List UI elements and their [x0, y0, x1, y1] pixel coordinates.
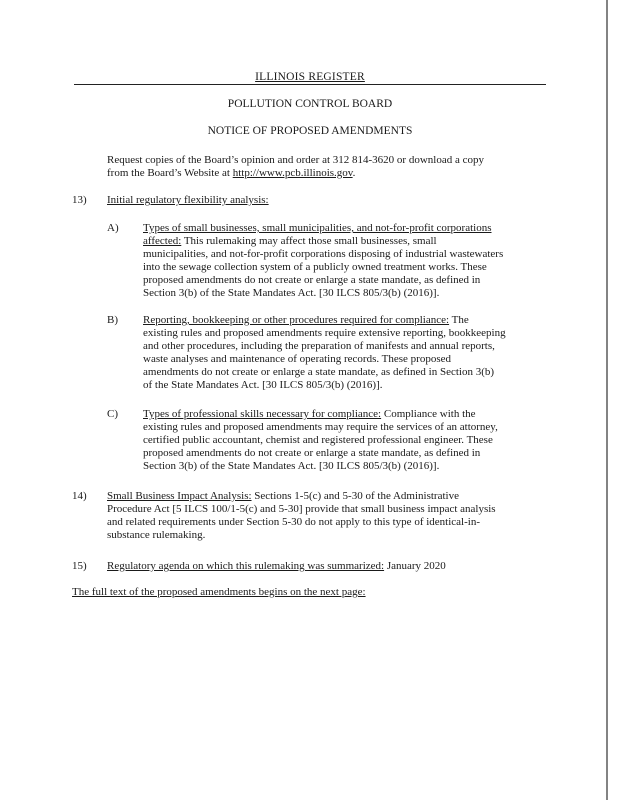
notice-title: NOTICE OF PROPOSED AMENDMENTS [207, 125, 413, 137]
item-13a-line-2 [143, 235, 503, 248]
item-13b-line-3: and other procedures, including the preparation of manifests and annual reports, [143, 340, 495, 352]
item-13c-line-1 [143, 408, 498, 421]
item-13c-line-1-rest: Compliance with the [381, 408, 476, 420]
full-text-notice: The full text of the proposed amendments begins on the next page: [72, 586, 366, 598]
item-15-rest: January 2020 [384, 560, 446, 572]
register-title: ILLINOIS REGISTER [255, 71, 365, 83]
item-13b-line-5: amendments do not create or enlarge a state mandate, as defined in Section 3(b) [143, 366, 495, 378]
item-13b-paragraph [143, 314, 506, 392]
request-line-1: Request copies of the Board’s opinion and order at 312 814-3620 or download a copy [107, 154, 484, 166]
item-13c-paragraph [143, 408, 498, 473]
item-13b-title: Reporting, bookkeeping or other procedures required for compliance: [143, 314, 450, 326]
item-14-line-3: and related requirements under Section 5-30 do not apply to this type of identical-in- [107, 516, 480, 528]
item-13b-line-4: waste analyses and maintenance of operating records. These proposed [143, 353, 451, 365]
item-13b-line-6: of the State Mandates Act. [30 ILCS 805/3(b) (2016)]. [143, 379, 383, 391]
item-13b-label: B) [107, 314, 118, 326]
item-14-number: 14) [72, 490, 87, 502]
item-13-number: 13) [72, 194, 87, 206]
item-13c-line-4: proposed amendments do not create or enlarge a state mandate, as defined in [143, 447, 481, 459]
board-website-link[interactable]: http://www.pcb.illinois.gov [232, 167, 353, 179]
request-line-2-suffix: . [352, 167, 356, 179]
item-13a-line-6: Section 3(b) of the State Mandates Act. [30 ILCS 805/3(b) (2016)]. [143, 287, 440, 299]
item-13c-line-5: Section 3(b) of the State Mandates Act. [30 ILCS 805/3(b) (2016)]. [143, 460, 440, 472]
item-13a-line-5: proposed amendments do not create or enlarge a state mandate, as defined in [143, 274, 481, 286]
item-13a-line-2-rest: This rulemaking may affect those small businesses, small [181, 235, 437, 247]
item-14-line-4: substance rulemaking. [107, 529, 206, 541]
item-13-heading: Initial regulatory flexibility analysis: [107, 194, 269, 206]
item-13b-line-1-rest: The [449, 314, 469, 326]
item-13a-title-line-1: Types of small businesses, small municipalities, and not-for-profit corporations [143, 222, 492, 234]
item-13c-line-2: existing rules and proposed amendments may require the services of an attorney, [143, 421, 498, 433]
board-title: POLLUTION CONTROL BOARD [227, 98, 393, 110]
item-14-paragraph [107, 490, 496, 542]
item-15-title: Regulatory agenda on which this rulemaking was summarized: [107, 560, 385, 572]
request-line-2-prefix: from the Board’s Website at [107, 167, 233, 179]
item-13b-line-1 [143, 314, 506, 327]
item-13c-label: C) [107, 408, 118, 420]
item-13a-paragraph [143, 222, 503, 300]
item-13a-label: A) [107, 222, 119, 234]
item-13a-title-line-2: affected: [143, 235, 182, 247]
item-14-line-2: Procedure Act [5 ILCS 100/1-5(c) and 5-30] provide that small business impact analysis [107, 503, 496, 515]
item-15-number: 15) [72, 560, 87, 572]
item-14-line-1-rest: Sections 1-5(c) and 5-30 of the Administrative [251, 490, 459, 502]
header-rule [74, 84, 546, 85]
scan-edge-line [606, 0, 608, 800]
item-13c-line-3: certified public accountant, chemist and registered professional engineer. These [143, 434, 493, 446]
request-paragraph [107, 154, 484, 180]
item-14-title: Small Business Impact Analysis: [107, 490, 252, 502]
request-line-2 [107, 167, 484, 180]
item-13a-line-3: municipalities, and not-for-profit corporations disposing of industrial wastewaters [143, 248, 504, 260]
item-13c-title: Types of professional skills necessary for compliance: [143, 408, 382, 420]
item-13a-line-4: into the sewage collection system of a publicly owned treatment works. These [143, 261, 487, 273]
item-15-line [107, 560, 446, 573]
item-14-line-1 [107, 490, 496, 503]
item-13b-line-2: existing rules and proposed amendments require extensive reporting, bookkeeping [143, 327, 506, 339]
